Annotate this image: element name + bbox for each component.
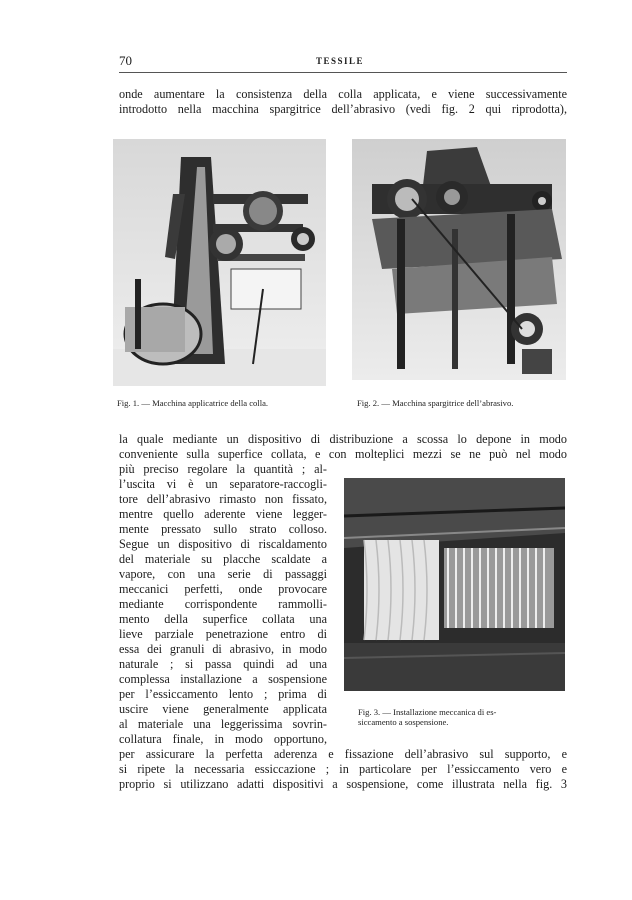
figure-1-illustration — [113, 139, 326, 386]
body-line: per l’essiccamento lento ; prima di — [119, 687, 327, 701]
body-line: l’uscita vi è un separatore-raccogli- — [119, 477, 327, 491]
body-line: la quale mediante un dispositivo di distribuzione a scossa lo depone in modo — [119, 432, 567, 446]
intro-line: introdotto nella macchina spargitrice dell’abrasivo (vedi fig. 2 qui riprodotta), — [119, 102, 567, 116]
body-line: del materiale su placche scaldate a — [119, 552, 327, 566]
body-line: mente pressato sullo strato colloso. — [119, 522, 327, 536]
body-line: mento della superfice collata una — [119, 612, 327, 626]
page-number: 70 — [119, 53, 132, 68]
body-line: proprio si utilizzano adatti dispositivi a sospensione, come illustrata nella fig. 3 — [119, 777, 567, 791]
figure-2-illustration — [352, 139, 566, 380]
body-line: al materiale una leggerissima sovrin- — [119, 717, 327, 731]
figure-3-caption-line: siccamento a sospensione. — [358, 717, 449, 727]
body-line: più preciso regolare la quantità ; al- — [119, 462, 327, 476]
intro-line: onde aumentare la consistenza della colla applicata, e viene successivamente — [119, 87, 567, 101]
figure-3-illustration — [344, 478, 565, 691]
body-line: collatura finale, in modo opportuno, — [119, 732, 327, 746]
body-line: essa dei granuli di abrasivo, in modo — [119, 642, 327, 656]
body-line: uscire viene generalmente applicata — [119, 702, 327, 716]
body-line: mentre quello aderente viene legger- — [119, 507, 327, 521]
figure-2-photo — [352, 139, 566, 380]
figure-3-caption-line: Fig. 3. — Installazione meccanica di es- — [358, 707, 497, 717]
body-line: lieve parziale penetrazione entro di — [119, 627, 327, 641]
body-line: Segue un dispositivo di riscaldamento — [119, 537, 327, 551]
body-line: si ripete la necessaria essiccazione ; in particolare per l’essiccamento vero e — [119, 762, 567, 776]
body-line: conveniente sulla superfice collata, e con molteplici mezzi se ne può nel modo — [119, 447, 567, 461]
figure-3-photo — [344, 478, 565, 691]
header-rule — [119, 72, 567, 73]
body-line: meccanici perfetti, onde provocare — [119, 582, 327, 596]
body-line: naturale ; si passa quindi ad una — [119, 657, 327, 671]
figure-2-caption: Fig. 2. — Macchina spargitrice dell’abrasivo. — [357, 398, 514, 408]
figure-1-caption: Fig. 1. — Macchina applicatrice della colla. — [117, 398, 269, 408]
body-line: complessa installazione a sospensione — [119, 672, 327, 686]
body-line: tore dell’abrasivo rimasto non fissato, — [119, 492, 327, 506]
body-line: per assicurare la perfetta aderenza e fissazione dell’abrasivo sul supporto, e — [119, 747, 567, 761]
body-line: vapore, con una serie di passaggi — [119, 567, 327, 581]
running-head: TESSILE — [315, 56, 365, 66]
figure-1-photo — [113, 139, 326, 386]
body-line: mediante corrispondente rammolli- — [119, 597, 327, 611]
